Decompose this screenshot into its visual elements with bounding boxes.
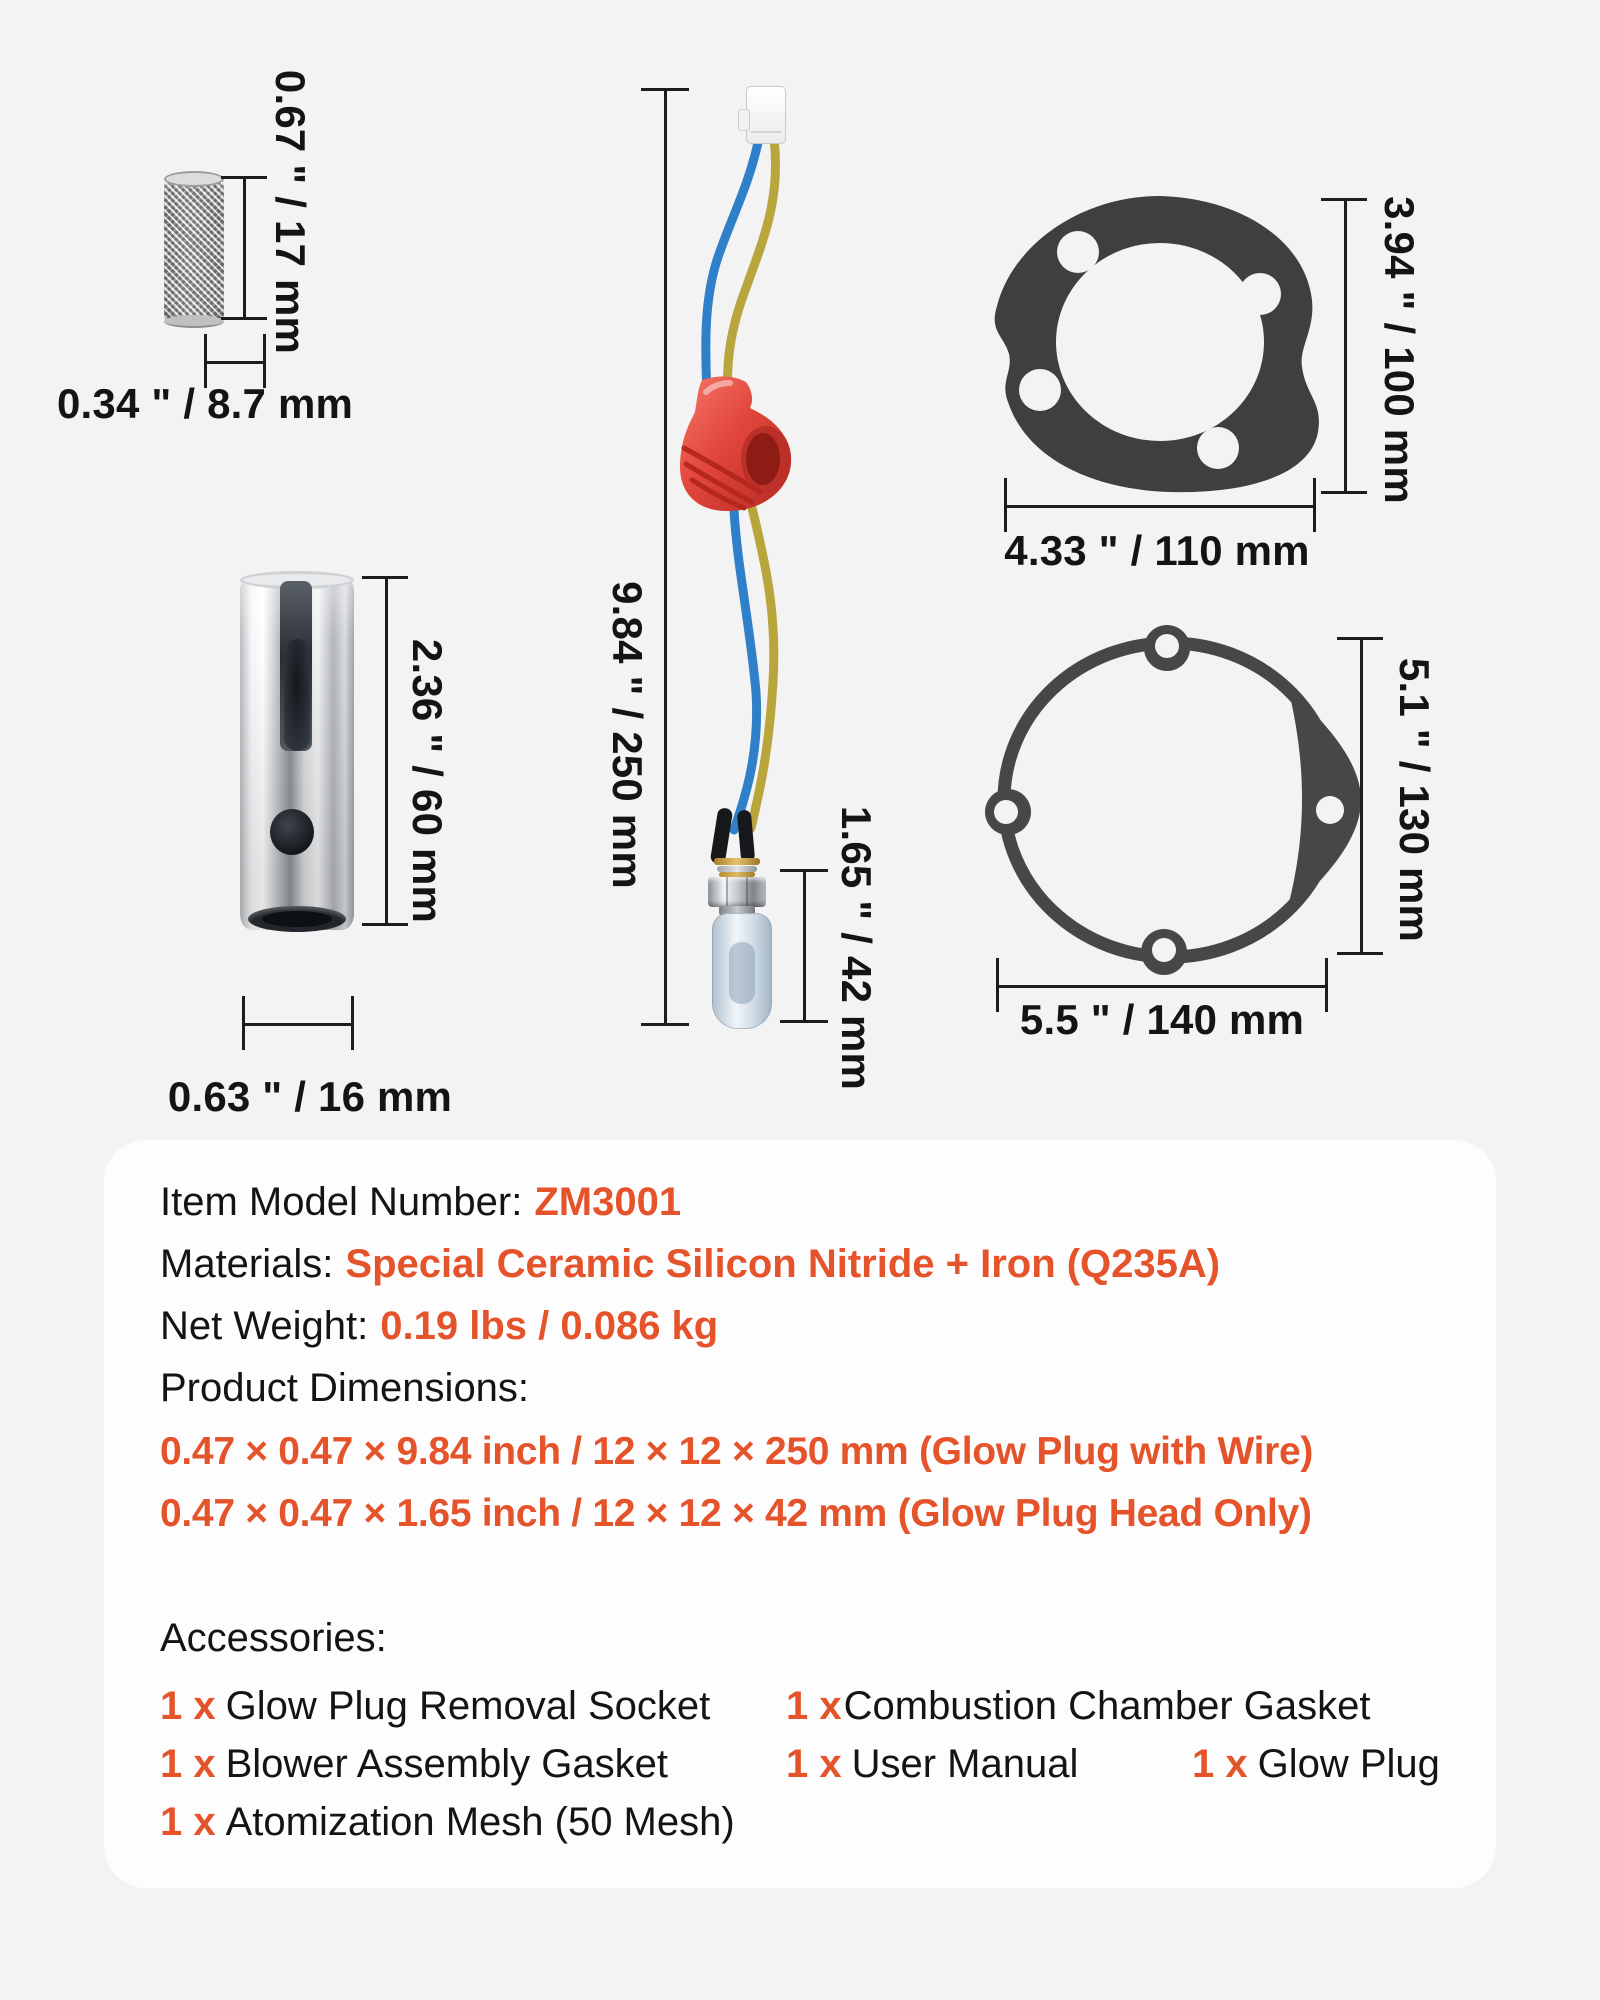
- accessory-atomization-mesh: [160, 1796, 735, 1848]
- combustion-gasket-width-tick-left: [1004, 478, 1007, 532]
- dimensions-line-wire: 0.47 × 0.47 × 9.84 inch / 12 × 12 × 250 mm (Glow Plug with Wire): [160, 1430, 1314, 1473]
- combustion-gasket-width-dimension-label: 4.33 " / 110 mm: [1004, 527, 1310, 574]
- nut-facet: [726, 877, 728, 907]
- socket-height-tick-top: [362, 576, 408, 579]
- accessory-user-manual: [786, 1738, 1078, 1790]
- accessory-blower-gasket: [160, 1738, 668, 1790]
- combustion-gasket-height-tick-top: [1321, 198, 1367, 201]
- socket-width-tick-left: [242, 996, 245, 1050]
- wire-connector: [746, 86, 786, 144]
- plug-head-dimension-label: 1.65 " / 42 mm: [833, 805, 880, 1091]
- mesh-width-dim-line: [206, 361, 266, 364]
- socket-height-dim-line: [385, 578, 388, 926]
- plug-head-tick-top: [780, 869, 828, 872]
- accessory-name: Combustion Chamber Gasket: [843, 1684, 1371, 1728]
- socket-width-tick-right: [351, 996, 354, 1050]
- socket-width-dim-line: [244, 1023, 354, 1026]
- accessory-qty: 1 x: [786, 1742, 842, 1786]
- plug-length-tick-top: [641, 88, 689, 91]
- model-number-label: Item Model Number:: [160, 1180, 523, 1224]
- accessory-name: Glow Plug Removal Socket: [225, 1684, 711, 1728]
- net-weight-line: [160, 1300, 718, 1352]
- glow-plug-hex-nut: [708, 877, 766, 907]
- accessory-combustion-gasket: [786, 1680, 1371, 1732]
- mesh-width-dimension-label: 0.34 " / 8.7 mm: [56, 380, 354, 427]
- product-info-panel: [104, 1140, 1496, 1888]
- socket-hex-opening-inner: [262, 911, 332, 927]
- blower-gasket-width-dim-line: [998, 985, 1328, 988]
- dimensions-line-head: 0.47 × 0.47 × 1.65 inch / 12 × 12 × 42 mm (Glow Plug Head Only): [160, 1492, 1312, 1535]
- accessories-heading: Accessories:: [160, 1616, 387, 1660]
- combustion-gasket-height-dim-line: [1344, 200, 1347, 494]
- blower-gasket-width-tick-right: [1325, 958, 1328, 1012]
- socket-height-tick-bottom: [362, 923, 408, 926]
- glow-plug-sheath: [712, 913, 772, 1029]
- blower-gasket-width-dimension-label: 5.5 " / 140 mm: [1019, 996, 1305, 1043]
- rubber-boot: [680, 376, 791, 511]
- socket-side-hole: [270, 809, 314, 855]
- combustion-gasket-height-dimension-label: 3.94 " / 100 mm: [1376, 196, 1423, 504]
- socket-width-dimension-label: 0.63 " / 16 mm: [167, 1073, 453, 1120]
- materials-line: [160, 1238, 1220, 1290]
- accessory-qty: 1 x: [160, 1800, 216, 1844]
- blower-gasket-height-tick-bottom: [1337, 952, 1383, 955]
- model-number-line: [160, 1176, 681, 1228]
- blower-gasket-width-tick-left: [996, 958, 999, 1012]
- mesh-height-tick-top: [221, 176, 267, 179]
- materials-value: Special Ceramic Silicon Nitride + Iron (Q235A): [345, 1242, 1221, 1286]
- blower-gasket-height-dimension-label: 5.1 " / 130 mm: [1391, 657, 1438, 943]
- blower-gasket-height-tick-top: [1337, 637, 1383, 640]
- accessory-qty: 1 x: [786, 1684, 842, 1728]
- accessory-removal-socket: [160, 1680, 710, 1732]
- accessory-qty: 1 x: [160, 1684, 216, 1728]
- accessory-name: Glow Plug: [1257, 1742, 1440, 1786]
- accessory-name: User Manual: [851, 1742, 1079, 1786]
- combustion-gasket-height-tick-bottom: [1321, 491, 1367, 494]
- brass-washer: [714, 858, 760, 865]
- combustion-gasket-width-dim-line: [1006, 505, 1316, 508]
- net-weight-label: Net Weight:: [160, 1304, 369, 1348]
- blower-gasket-height-dim-line: [1360, 639, 1363, 955]
- socket-height-dimension-label: 2.36 " / 60 mm: [404, 638, 451, 924]
- wire-crimp-left: [710, 807, 734, 865]
- mesh-height-dim-line: [243, 178, 246, 320]
- accessory-name: Atomization Mesh (50 Mesh): [225, 1800, 735, 1844]
- accessory-glow-plug: [1192, 1738, 1440, 1790]
- blower-gasket-figure: [985, 625, 1361, 975]
- mesh-height-tick-bottom: [221, 317, 267, 320]
- combustion-gasket-figure: [995, 196, 1319, 492]
- net-weight-value: 0.19 lbs / 0.086 kg: [380, 1304, 719, 1348]
- atomization-mesh-figure: [164, 176, 224, 324]
- plug-head-dim-line: [803, 871, 806, 1023]
- plug-head-tick-bottom: [780, 1020, 828, 1023]
- accessory-qty: 1 x: [1192, 1742, 1248, 1786]
- combustion-gasket-width-tick-right: [1313, 478, 1316, 532]
- socket-hex-opening: [248, 906, 346, 932]
- accessory-name: Blower Assembly Gasket: [225, 1742, 668, 1786]
- accessory-qty: 1 x: [160, 1742, 216, 1786]
- product-dimensions-heading: Product Dimensions:: [160, 1366, 530, 1410]
- plug-length-dimension-label: 9.84 " / 250 mm: [604, 581, 651, 889]
- materials-label: Materials:: [160, 1242, 334, 1286]
- socket-slot: [284, 639, 310, 751]
- plug-length-tick-bottom: [641, 1023, 689, 1026]
- model-number-value: ZM3001: [534, 1180, 682, 1224]
- wire-crimp-right: [737, 809, 755, 862]
- plug-length-dim-line: [664, 90, 667, 1026]
- removal-socket-figure: [240, 575, 354, 930]
- mesh-height-dimension-label: 0.67 " / 17 mm: [267, 69, 314, 355]
- glow-plug-wires: [706, 138, 776, 830]
- nut-facet: [746, 877, 748, 907]
